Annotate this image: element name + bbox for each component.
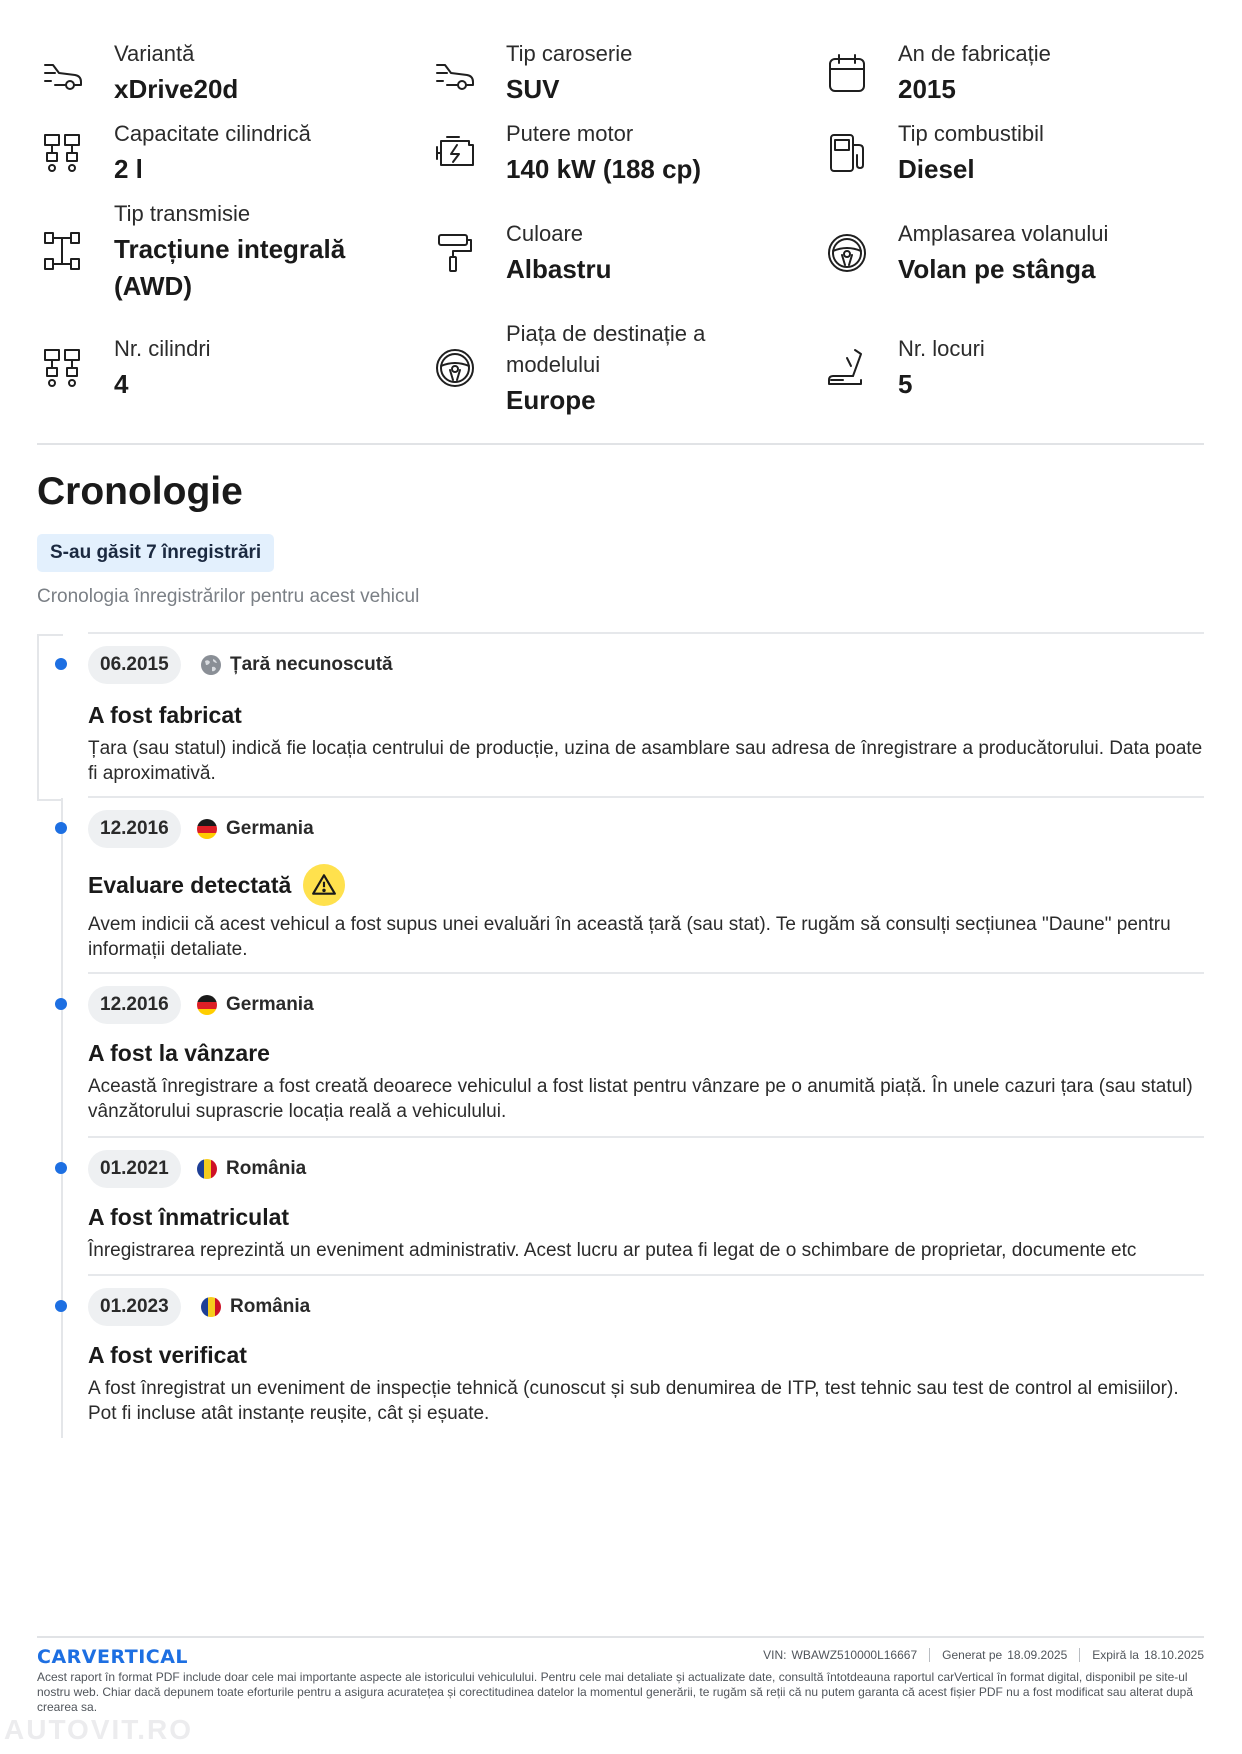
drivetrain-icon [40,228,86,274]
event-country-name: România [226,1158,307,1179]
spec-value: Tracțiune integrală (AWD) [114,234,346,301]
spec-value: 140 kW (188 cp) [506,154,702,184]
event-title: A fost verificat [88,1342,247,1368]
records-count-badge: S-au găsit 7 înregistrări [37,534,274,572]
event-description: Această înregistrare a fost creată deoarece vehiculul a fost listat pentru vânzare pe o anumită piață. În unele cazuri țara (sau statul) vânzătorului suprascrie locația reală a vehiculului. [88,1076,1193,1122]
event-country [196,810,314,848]
romania-flag-icon [196,1158,218,1180]
timeline-event [88,1274,1204,1436]
watermark: AUTOVIT.RO [4,1714,194,1745]
timeline-dot [55,822,67,834]
timeline-event [88,972,1204,1138]
event-title: A fost la vânzare [88,1040,270,1066]
event-title [88,864,345,906]
spec-label: Piața de destinație a modelului [506,321,706,377]
event-country-name: România [230,1296,311,1317]
warning-icon [303,864,345,906]
footer-disclaimer: Acest raport în format PDF include doar cele mai importante aspecte ale istoricului vehiculului. Pentru cele mai detaliate și actualizate date, consultă întotdeauna raportul carVertical în format digital, disponibil pe site-ul nostru web. Chiar dacă depunem toate eforturile pentru a asigura acuratețea și corectitudinea datelor la momentul generării, te rugăm să reții că nu putem garanta că acest fișier PDF nu a fost modificat sau alterat după crearea sa. [37,1670,1193,1714]
event-country-name: Germania [226,818,314,839]
spec-label: Putere motor [506,121,634,146]
spec-value: 4 [114,369,129,399]
spec-label: Variantă [114,41,195,66]
spec-value: Diesel [898,154,975,184]
spec-label: Culoare [506,221,584,246]
event-description: A fost înregistrat un eveniment de inspecție tehnică (cunoscut și sub denumirea de ITP, test tehnic sau test de control al emisiilor). Pot fi incluse atât instanțe reușite, cât și eșuate. [88,1378,1179,1424]
spec-label: Amplasarea volanului [898,221,1109,246]
timeline-dot [55,1300,67,1312]
event-date: 12.2016 [88,986,181,1024]
footer-divider [37,1636,1204,1638]
timeline-event [88,632,1204,797]
calendar-icon [824,50,870,96]
spec-value: SUV [506,74,560,104]
carvertical-logo: CARVERTICAL [37,1646,189,1668]
fuel-pump-icon [824,130,870,176]
event-country [200,1288,310,1326]
vin-value: WBAWZ510000L16667 [791,1648,918,1662]
event-country-name: Țară necunoscută [230,654,393,675]
paint-roller-icon [432,230,478,276]
timeline-dot [55,658,67,670]
event-date: 01.2023 [88,1288,181,1326]
event-country-name: Germania [226,994,314,1015]
timeline-dot [55,998,67,1010]
engine-displacement-icon [40,130,86,176]
steering-wheel-icon [432,345,478,391]
timeline-subtitle: Cronologia înregistrărilor pentru acest vehicul [37,586,420,607]
car-icon [40,50,86,96]
spec-value: Europe [506,385,596,415]
timeline-event [88,796,1204,974]
event-date: 01.2021 [88,1150,181,1188]
event-title: A fost înmatriculat [88,1204,290,1230]
event-date: 12.2016 [88,810,181,848]
spec-value: Albastru [506,254,612,284]
event-date: 06.2015 [88,646,181,684]
meta-separator [929,1648,930,1662]
report-meta [763,1648,1204,1662]
event-description: Înregistrarea reprezintă un eveniment administrativ. Acest lucru ar putea fi legat de o schimbare de proprietar, documente etc [88,1240,1137,1261]
event-description: Avem indicii că acest vehicul a fost supus unei evaluări în această țară (sau stat). Te rugăm să consulți secțiunea "Daune" pentru informații detaliate. [88,914,1171,960]
seat-icon [824,345,870,391]
generated-date: 18.09.2025 [1007,1648,1068,1662]
car-body-icon [432,50,478,96]
spec-label: Tip caroserie [506,41,633,66]
spec-value: 5 [898,369,913,399]
spec-value: xDrive20d [114,74,239,104]
globe-icon [200,654,222,676]
romania-flag-icon [200,1296,222,1318]
section-divider [37,443,1204,445]
event-description: Țara (sau statul) indică fie locația centrului de producție, uzina de asamblare sau adresa de înregistrare a producătorului. Data poate fi aproximativă. [88,738,1203,784]
spec-label: Tip transmisie [114,201,251,226]
spec-label: Tip combustibil [898,121,1044,146]
spec-label: Capacitate cilindrică [114,121,311,146]
expires-label: Expiră la [1092,1648,1139,1662]
event-title-text: Evaluare detectată [88,872,292,898]
timeline-event [88,1136,1204,1276]
engine-power-icon [432,130,478,176]
meta-separator [1079,1648,1080,1662]
spec-value: 2015 [898,74,956,104]
vin-label: VIN: [763,1648,787,1662]
germany-flag-icon [196,994,218,1016]
spec-value: Volan pe stânga [898,254,1096,284]
spec-value: 2 l [114,154,143,184]
timeline-heading: Cronologie [37,470,243,513]
cylinders-icon [40,345,86,391]
germany-flag-icon [196,818,218,840]
event-title: A fost fabricat [88,702,242,728]
generated-label: Generat pe [942,1648,1003,1662]
spec-label: An de fabricație [898,41,1051,66]
spec-label: Nr. cilindri [114,336,211,361]
event-country [196,1150,306,1188]
expires-date: 18.10.2025 [1143,1648,1204,1662]
event-country [200,646,393,684]
steering-wheel-icon [824,230,870,276]
spec-label: Nr. locuri [898,336,985,361]
event-country [196,986,314,1024]
timeline-line [61,798,63,1438]
timeline-dot [55,1162,67,1174]
